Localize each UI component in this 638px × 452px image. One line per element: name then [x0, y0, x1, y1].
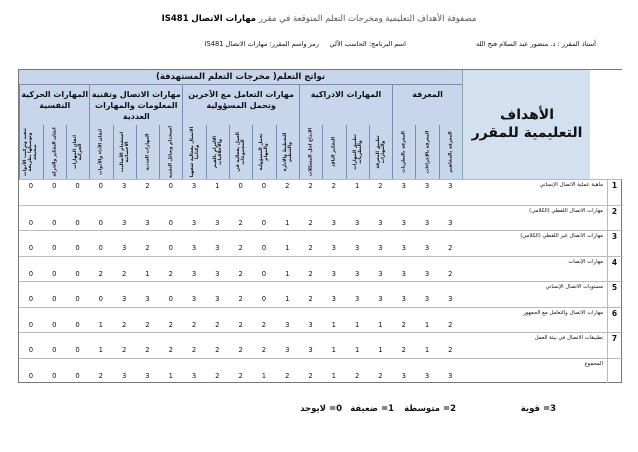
matrix-cell: 0	[28, 182, 34, 190]
matrix-cell: 0	[28, 320, 34, 329]
matrix-cell: 2	[215, 320, 220, 329]
matrix-cell: 0	[75, 269, 80, 278]
matrix-cell: 0	[168, 244, 173, 252]
outcome-column-label: الابداع لحل المشكلات	[308, 127, 314, 177]
outcome-column-header	[252, 125, 275, 179]
matrix-cell: 2	[121, 346, 127, 354]
matrix-cell: 3	[308, 346, 313, 354]
matrix-cell: 3	[378, 295, 383, 303]
matrix-cell: 0	[75, 320, 80, 329]
matrix-cell: 0	[28, 371, 34, 380]
matrix-cell: 0	[261, 269, 267, 278]
matrix-cell: 3	[215, 218, 220, 227]
matrix-cell: 2	[308, 244, 313, 252]
matrix-cell: 0	[52, 295, 57, 303]
matrix-cell: 2	[448, 346, 453, 354]
outcome-group-3: مهارات التعامل مع الآخرين وتحمل المسؤولية	[182, 85, 299, 125]
matrix-cell: 2	[308, 295, 313, 303]
row-number: 5	[607, 282, 621, 307]
matrix-cell: 3	[424, 371, 430, 380]
matrix-cell: 3	[424, 244, 430, 252]
matrix-cell: 2	[308, 269, 313, 278]
matrix-cell: 0	[261, 218, 267, 227]
outcome-column-header	[113, 125, 136, 179]
matrix-cell: 1	[285, 244, 290, 252]
matrix-cell: 2	[215, 346, 220, 354]
objectives-header	[462, 70, 623, 179]
outcome-column-label: المعرفة بالنظريات	[401, 131, 407, 173]
matrix-cell: 3	[354, 244, 360, 252]
matrix-cell: 0	[238, 182, 243, 190]
table-row	[19, 179, 623, 205]
row-number: 6	[607, 308, 621, 333]
outcome-column-header	[43, 125, 66, 179]
table-row	[19, 205, 623, 231]
matrix-cell: 3	[121, 218, 127, 227]
outcome-column-header	[66, 125, 89, 179]
matrix-cell: 3	[331, 295, 336, 303]
matrix-cell: 2	[98, 371, 103, 380]
matrix-cell: 2	[145, 346, 150, 354]
matrix-cell: 2	[238, 269, 243, 278]
outcome-group-5: المهارات الحركية النفسية	[19, 85, 89, 125]
matrix-cell: 3	[121, 244, 127, 252]
matrix-cell: 1	[378, 320, 383, 329]
outcome-column-header	[392, 125, 415, 179]
matrix-cell: 3	[121, 295, 127, 303]
matrix-cell: 3	[145, 371, 150, 380]
matrix-cell: 2	[354, 371, 360, 380]
title-code: IS481	[161, 14, 189, 24]
matrix-cell: 2	[448, 244, 453, 252]
instructor-line: أستاذ المقرر : د. منصور عبد السلام فتح الله	[475, 40, 596, 48]
outcome-column-header	[346, 125, 369, 179]
matrix-cell: 3	[378, 269, 383, 278]
matrix-cell: 2	[168, 269, 173, 278]
matrix-cell: 1	[98, 346, 103, 354]
outcome-column-label: المهارات العددية	[145, 133, 151, 171]
objective-name: ماهية عملية الاتصال الإنساني	[539, 182, 603, 188]
matrix-cell: 2	[448, 269, 453, 278]
matrix-cell: 3	[424, 182, 430, 190]
matrix-cell: 3	[121, 182, 127, 190]
outcome-column-header	[229, 125, 252, 179]
matrix-cell: 3	[448, 295, 453, 303]
outcome-column-label: استخدام وسائل التقنية	[168, 126, 174, 179]
matrix-cell: 3	[121, 371, 127, 380]
matrix-cell: 0	[75, 371, 80, 380]
matrix-cell: 0	[168, 182, 173, 190]
outcome-column-header	[369, 125, 392, 179]
matrix-cell: 3	[448, 371, 453, 380]
matrix-cell: 1	[354, 320, 360, 329]
matrix-cell: 3	[191, 371, 197, 380]
outcome-column-header	[19, 125, 42, 179]
matrix-cell: 1	[215, 182, 220, 190]
matrix-cell: 3	[215, 244, 220, 252]
matrix-cell: 2	[401, 346, 406, 354]
matrix-cell: 0	[98, 218, 103, 227]
outcome-column-header	[182, 125, 205, 179]
matrix-cell: 3	[285, 320, 290, 329]
outcome-column-header	[299, 125, 322, 179]
row-number	[607, 359, 621, 384]
matrix-cell: 2	[261, 346, 267, 354]
matrix-cell: 3	[424, 218, 430, 227]
matrix-cell: 0	[28, 218, 34, 227]
outcome-column-header	[322, 125, 345, 179]
outcome-column-label: تطبيق المعرفة والمهارات	[375, 135, 386, 169]
matrix-cell: 1	[331, 346, 336, 354]
table-row	[19, 307, 623, 333]
matrix-cell: 3	[378, 218, 383, 227]
matrix-cell: 3	[401, 295, 406, 303]
matrix-cell: 2	[308, 218, 313, 227]
legend-medium: 2= متوسطة	[404, 404, 456, 414]
objective-name: مهارات الاتصال غير اللفظي (الكلامي)	[520, 233, 603, 239]
matrix-cell: 0	[52, 182, 57, 190]
matrix-cell: 0	[28, 346, 34, 354]
objective-name: مهارات الاتصال اللفظي (الكلامي)	[529, 207, 603, 214]
matrix-cell: 0	[261, 295, 267, 303]
matrix-cell: 1	[285, 295, 290, 303]
outcome-column-label: الالتزام بالقيم والأخلاقيات	[212, 136, 223, 168]
matrix-cell: 2	[168, 320, 173, 329]
matrix-cell: 3	[331, 218, 336, 227]
matrix-cell: 0	[168, 295, 173, 303]
matrix-cell: 0	[168, 218, 173, 227]
matrix-cell: 3	[308, 320, 313, 329]
matrix-cell: 3	[448, 218, 453, 227]
matrix-cell: 3	[331, 244, 336, 252]
legend-weak: 1= ضعيفة	[350, 404, 394, 414]
matrix-cell: 3	[191, 218, 197, 227]
outcomes-header	[19, 70, 462, 179]
matrix-cell: 2	[378, 182, 383, 190]
matrix-cell: 2	[401, 320, 406, 329]
table-row	[19, 281, 623, 307]
matrix-cell: 1	[145, 269, 150, 278]
outcome-group-1: المعرفة	[392, 85, 462, 125]
outcome-column-header	[89, 125, 112, 179]
matrix-cell: 0	[52, 320, 57, 329]
matrix-cell: 1	[424, 346, 430, 354]
matrix-cell: 0	[28, 269, 34, 278]
matrix-cell: 0	[75, 295, 80, 303]
matrix-cell: 2	[145, 320, 150, 329]
matrix-cell: 2	[238, 295, 243, 303]
matrix-cell: 2	[238, 244, 243, 252]
matrix-cell: 2	[121, 269, 127, 278]
page-title	[0, 14, 638, 24]
row-number: 2	[607, 206, 621, 231]
matrix-cell: 0	[52, 269, 57, 278]
outcome-column-label: تحمل المسؤولية والمهام	[259, 133, 270, 171]
matrix-cell: 2	[145, 182, 150, 190]
matrix-cell: 3	[448, 182, 453, 190]
matrix-cell: 3	[401, 269, 406, 278]
matrix-cell: 2	[448, 320, 453, 329]
matrix-cell: 1	[378, 346, 383, 354]
outcome-column-header	[136, 125, 159, 179]
matrix-cell: 2	[191, 346, 197, 354]
objective-name: مستويات الاتصال الإنساني	[545, 284, 603, 290]
matrix-cell: 3	[424, 269, 430, 278]
matrix-cell: 1	[331, 371, 336, 380]
matrix-cell: 0	[75, 244, 80, 252]
table-row	[19, 332, 623, 358]
matrix-cell: 3	[401, 371, 406, 380]
matrix-cell: 3	[378, 244, 383, 252]
outcome-column-label: اتقان التفكير والحركة	[52, 127, 58, 177]
objective-name: مهارات الاتصال والتعامل مع الجمهور	[523, 309, 603, 316]
matrix-cell: 3	[401, 182, 406, 190]
outcome-column-header	[159, 125, 182, 179]
matrix-cell: 3	[401, 218, 406, 227]
outcome-column-header	[439, 125, 462, 179]
outcome-column-label: التخطيط والادارة والتنظيم	[282, 132, 293, 172]
legend-strong: 3= قوية	[520, 404, 556, 414]
matrix-cell: 3	[215, 295, 220, 303]
outcome-column-label: تنفيذ وتركيب الأدوات وتوصيلها بطريقة صحيحة	[23, 128, 40, 176]
matrix-cell: 3	[354, 218, 360, 227]
matrix-cell: 3	[191, 244, 197, 252]
table-row	[19, 358, 623, 384]
title-course: مهارات الاتصال	[191, 14, 257, 24]
matrix-cell: 2	[238, 346, 243, 354]
matrix-cell: 2	[191, 320, 197, 329]
matrix-cell: 2	[238, 371, 243, 380]
row-number: 3	[607, 231, 621, 256]
matrix-cell: 3	[191, 295, 197, 303]
matrix-cell: 2	[238, 320, 243, 329]
matrix-cell: 2	[261, 320, 267, 329]
outcome-column-label: تطبيق المهارات والنظريات	[352, 134, 363, 170]
row-number: 4	[607, 257, 621, 282]
matrix-cell: 3	[191, 182, 197, 190]
outcome-column-label: اتقان الأداء والأدوات	[98, 129, 104, 175]
matrix-cell: 1	[285, 269, 290, 278]
matrix-cell: 1	[354, 346, 360, 354]
matrix-cell: 2	[378, 371, 383, 380]
matrix-cell: 0	[52, 244, 57, 252]
outcome-column-label: الاتصال بفعالية شفهيا وكتابيا	[189, 126, 200, 178]
matrix-cell: 0	[261, 182, 267, 190]
matrix-cell: 1	[261, 371, 267, 380]
row-number: 7	[607, 333, 621, 358]
row-number: 1	[607, 180, 621, 205]
table-row	[19, 230, 623, 256]
matrix-cell: 1	[424, 320, 430, 329]
matrix-cell: 1	[331, 320, 336, 329]
matrix-cell: 3	[354, 269, 360, 278]
matrix-cell: 3	[285, 346, 290, 354]
matrix-cell: 2	[121, 320, 127, 329]
outcome-column-header	[276, 125, 299, 179]
objectives-title: الأهداف التعليمية للمقرر	[471, 107, 583, 141]
matrix-cell: 3	[191, 269, 197, 278]
outcome-column-label: التفكير الناقد	[331, 136, 337, 168]
outcome-column-header	[206, 125, 229, 179]
matrix-cell: 2	[308, 182, 313, 190]
program-line	[205, 40, 406, 48]
outcome-group-2: المهارات الادراكية	[299, 85, 392, 125]
matrix-cell: 1	[98, 320, 103, 329]
course-code-name: رمز واسم المقرر: مهارات الاتصال IS481	[204, 40, 319, 48]
matrix-cell: 0	[75, 182, 80, 190]
objective-name: مهارات الإنصات	[568, 258, 603, 265]
matrix-cell: 2	[168, 346, 173, 354]
outcome-column-label: استخدام الأساليب الاحصائية	[119, 131, 130, 173]
matrix-cell: 2	[308, 371, 313, 380]
matrix-cell: 3	[215, 269, 220, 278]
matrix-cell: 0	[28, 244, 34, 252]
matrix-cell: 2	[331, 182, 336, 190]
matrix-cell: 3	[145, 295, 150, 303]
matrix-cell: 2	[98, 269, 103, 278]
matrix-cell: 0	[52, 218, 57, 227]
outcome-column-label: العمل بفعالية في المجموعات	[235, 132, 247, 172]
matrix-cell: 2	[215, 371, 220, 380]
outcome-column-label: اتقان المهارات الحركية	[72, 135, 84, 169]
matrix-cell: 2	[285, 371, 290, 380]
matrix-cell: 0	[98, 244, 103, 252]
matrix-cell: 0	[75, 218, 80, 227]
program-name: اسم البرنامج: الحاسب الآلي	[329, 40, 406, 48]
table-row	[19, 256, 623, 282]
matrix-cell: 0	[75, 346, 80, 354]
matrix-cell: 0	[98, 295, 103, 303]
outcome-column-label: المعرفة بالإجراءات	[424, 130, 430, 174]
outcomes-title: نواتج التعلم( مخرجات التعلم المستهدفة)	[19, 70, 462, 85]
matrix-cell: 2	[238, 218, 243, 227]
matrix-cell: 2	[285, 182, 290, 190]
matrix-cell: 0	[98, 182, 103, 190]
matrix-cell: 1	[354, 182, 360, 190]
objective-name: تطبيقات الاتصال في بيئة العمل	[534, 335, 603, 341]
objective-name: المجموع	[584, 360, 603, 367]
matrix-cell: 0	[28, 295, 34, 303]
matrix-cell: 3	[401, 244, 406, 252]
matrix-cell: 3	[354, 295, 360, 303]
matrix-cell: 1	[285, 218, 290, 227]
matrix-cell: 0	[52, 371, 57, 380]
matrix-cell: 3	[331, 269, 336, 278]
matrix-cell: 0	[261, 244, 267, 252]
matrix-cell: 1	[168, 371, 173, 380]
outcome-group-4: مهارات الاتصال وتقنية المعلومات والمهارات العددية	[89, 85, 182, 125]
matrix-cell: 3	[424, 295, 430, 303]
matrix-table	[18, 69, 622, 383]
matrix-cell: 2	[145, 244, 150, 252]
outcome-column-label: المعرفة بالمفاهيم	[448, 131, 454, 173]
outcome-column-header	[415, 125, 438, 179]
title-prefix: مصفوفة الأهداف التعليمية ومخرجات التعلم المتوقعة في مقرر	[258, 14, 477, 24]
matrix-cell: 0	[52, 346, 57, 354]
matrix-cell: 3	[145, 218, 150, 227]
legend-none: 0= لايوجد	[300, 404, 342, 414]
